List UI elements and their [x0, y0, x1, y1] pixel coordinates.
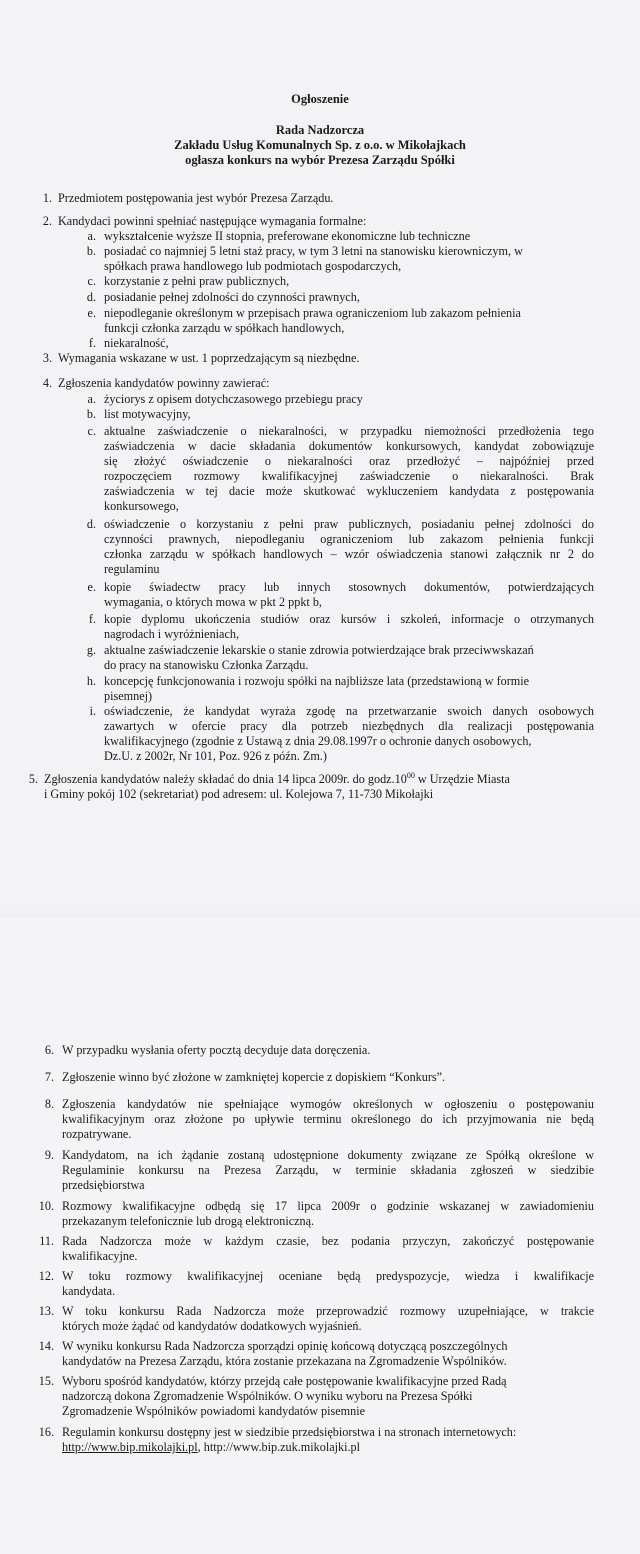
item-number: 10.	[38, 1199, 54, 1213]
item-16-text: Regulamin konkursu dostępny jest w siedzibie przedsiębiorstwa i na stronach internetowych: http://www.bip.mikolajki.pl, http://www.bip.zuk.mikolajki.pl	[62, 1425, 517, 1454]
subitem-letter: c.	[87, 424, 96, 438]
subitem-letter: f.	[88, 612, 96, 626]
item-number: 3.	[42, 351, 52, 365]
item-5-text: Zgłoszenia kandydatów należy składać do dnia 14 lipca 2009r. do $godz.10^{00}$ w Urzędzie Miasta i Gminy pokój 102 (sekretariat) pod adresem: ul. Kolejowa 7, 11-730 Mikołajki	[44, 770, 510, 801]
issuer-line-1: Rada Nadzorcza	[275, 123, 365, 137]
subitem-text: kopie dyplomu ukończenia studiów oraz kursów i szkoleń, informacje o otrzymanych nagrodach i wyróżnieniach,	[104, 612, 594, 641]
item-9-text: Kandydatom, na ich żądanie zostaną udostępnione dokumenty związane ze Spółką określone w Regulaminie konkursu na Prezesa Zarządu, w terminie składania zgłoszeń w siedzibie przedsiębiorstwa	[62, 1148, 594, 1192]
item-number: 6.	[44, 1043, 54, 1057]
item-2-text: Kandydaci powinni spełniać następujące wymagania formalne:	[58, 214, 367, 228]
subitem-letter: c.	[87, 274, 96, 288]
item-3-text: Wymagania wskazane w ust. 1 poprzedzającym są niezbędne.	[58, 351, 360, 365]
subitem-letter: h.	[86, 674, 96, 688]
subitem-letter: f.	[88, 336, 96, 350]
subitem-letter: d.	[86, 290, 96, 304]
subitem-text: korzystanie z pełni praw publicznych,	[104, 274, 290, 288]
subitem-letter: b.	[86, 244, 96, 258]
subitem-text: posiadać co najmniej 5 letni staż pracy, w tym 3 letni na stanowisku kierowniczym, w spółkach prawa handlowego lub podmiotach gospodarczych,	[104, 244, 523, 273]
item-number: 2.	[42, 214, 52, 228]
subitem-letter: a.	[87, 229, 96, 243]
item-number: 14.	[38, 1339, 54, 1353]
bip-mikolajki-link[interactable]: http://www.bip.mikolajki.pl	[62, 1440, 198, 1454]
issuer-line-2: Zakładu Usług Komunalnych Sp. z o.o. w Mikołajkach	[174, 138, 466, 152]
subitem-letter: d.	[86, 517, 96, 531]
item-number: 16.	[38, 1425, 54, 1439]
item-number: 11.	[39, 1234, 54, 1248]
document-title: Ogłoszenie	[291, 92, 349, 106]
item-12-text: W toku rozmowy kwalifikacyjnej oceniane będą predyspozycje, wiedza i kwalifikacje kandydata.	[62, 1269, 594, 1298]
item-13-text: W toku konkursu Rada Nadzorcza może przeprowadzić rozmowy uzupełniające, w trakcie których może żądać od kandydatów dodatkowych wyjaśnień.	[62, 1304, 594, 1333]
subitem-text: życiorys z opisem dotychczasowego przebiegu pracy	[104, 392, 363, 406]
bip-zuk-link[interactable]: http://www.bip.zuk.mikolajki.pl	[203, 1440, 361, 1454]
item-number: 5.	[28, 772, 38, 786]
item-14-text: W wyniku konkursu Rada Nadzorcza sporządzi opinię końcową dotyczącą poszczególnych kandydatów na Prezesa Zarządu, która zostanie przekazana na Zgromadzenie Wspólników.	[62, 1339, 508, 1368]
subitem-letter: b.	[86, 407, 96, 421]
item-11-text: Rada Nadzorcza może w każdym czasie, bez podania przyczyn, zakończyć postępowanie kwalifikacyjne.	[62, 1234, 594, 1263]
item-number: 8.	[44, 1097, 54, 1111]
subitem-text: aktualne zaświadczenie lekarskie o stanie zdrowia potwierdzające brak przeciwwskazań do pracy na stanowisku Członka Zarządu.	[104, 643, 534, 672]
item-6-text: W przypadku wysłania oferty pocztą decyduje data doręczenia.	[62, 1043, 371, 1057]
subitem-text: aktualne zaświadczenie o niekaralności, w przypadku niemożności przedłożenia tego zaświadczenia w dacie składania dokumentów konkursowych, kandydat zobowiązuje się złożyć oświadczenie o niekaralności oraz przedłożyć – najpóźniej przed rozpoczęciem rozmowy kwalifikacyjnej zaświadczenie o niekaralności. Brak zaświadczenia w tej dacie może skutkować wykluczeniem kandydata z postępowania konkursowego,	[104, 424, 594, 513]
subitem-text: niepodleganie określonym w przepisach prawa ograniczeniom lub zakazom pełnienia funkcji członka zarządu w spółkach handlowych,	[104, 306, 521, 335]
item-number: 15.	[38, 1374, 54, 1388]
subitem-letter: g.	[86, 643, 96, 657]
subitem-letter: e.	[87, 306, 96, 320]
issuer-line-3: ogłasza konkurs na wybór Prezesa Zarządu Spółki	[185, 153, 455, 167]
subitem-letter: a.	[87, 392, 96, 406]
subitem-text: wykształcenie wyższe II stopnia, preferowane ekonomiczne lub techniczne	[104, 229, 471, 243]
item-1-text: Przedmiotem postępowania jest wybór Prezesa Zarządu.	[58, 191, 334, 205]
item-8-text: Zgłoszenia kandydatów nie spełniające wymogów określonych w ogłoszeniu o postępowaniu kwalifikacyjnym oraz złożone po upływie terminu określonego do ich przyjmowania nie będą rozpatrywane.	[62, 1097, 594, 1141]
subitem-text: oświadczenie, że kandydat wyraża zgodę na przetwarzanie swoich danych osobowych zawartych w ofercie pracy dla potrzeb niezbędnych dla realizacji postępowania kwalifikacyjnego (zgodnie z Ustawą z dnia 29.08.1997r o ochronie danych osobowych, Dz.U. z 2002r, Nr 101, Poz. 926 z późn. Zm.)	[104, 704, 594, 763]
subitem-text: kopie świadectw pracy lub innych stosownych dokumentów, potwierdzających wymagania, o których mowa w pkt 2 ppkt b,	[104, 580, 594, 609]
subitem-text: posiadanie pełnej zdolności do czynności prawnych,	[104, 290, 360, 304]
subitem-letter: i.	[89, 704, 96, 718]
item-10-text: Rozmowy kwalifikacyjne odbędą się 17 lipca 2009r o godzinie wskazanej w zawiadomieniu przekazanym telefonicznie lub drogą elektroniczną.	[62, 1199, 594, 1228]
subitem-text: niekaralność,	[104, 336, 169, 350]
subitem-text: oświadczenie o korzystaniu z pełni praw publicznych, posiadaniu pełnej zdolności do czynności prawnych, niepodleganiu ograniczeniom lub zakazom pełnienia funkcji członka zarządu w spółkach handlowych – wzór oświadczenia stanowi załącznik nr 2 do regulaminu	[104, 517, 594, 576]
item-number: 13.	[38, 1304, 54, 1318]
document-page-2	[0, 918, 640, 1554]
subitem-text: koncepcję funkcjonowania i rozwoju spółki na najbliższe lata (przedstawioną w formie pisemnej)	[104, 674, 530, 703]
item-number: 12.	[38, 1269, 54, 1283]
item-number: 9.	[44, 1148, 54, 1162]
item-number: 7.	[44, 1070, 54, 1084]
subitem-text: list motywacyjny,	[104, 407, 191, 421]
item-7-text: Zgłoszenie winno być złożone w zamkniętej kopercie z dopiskiem “Konkurs”.	[62, 1070, 446, 1084]
item-number: 1.	[42, 191, 52, 205]
subitem-letter: e.	[87, 580, 96, 594]
item-4-text: Zgłoszenia kandydatów powinny zawierać:	[58, 376, 270, 390]
item-15-text: Wyboru spośród kandydatów, którzy przejdą całe postępowanie kwalifikacyjne przed Radą nadzorczą dokona Zgromadzenie Wspólników. O wyniku wyboru na Prezesa Spółki Zgromadzenie Wspólników powiadomi kandydatów pisemnie	[62, 1374, 507, 1418]
item-number: 4.	[42, 376, 52, 390]
